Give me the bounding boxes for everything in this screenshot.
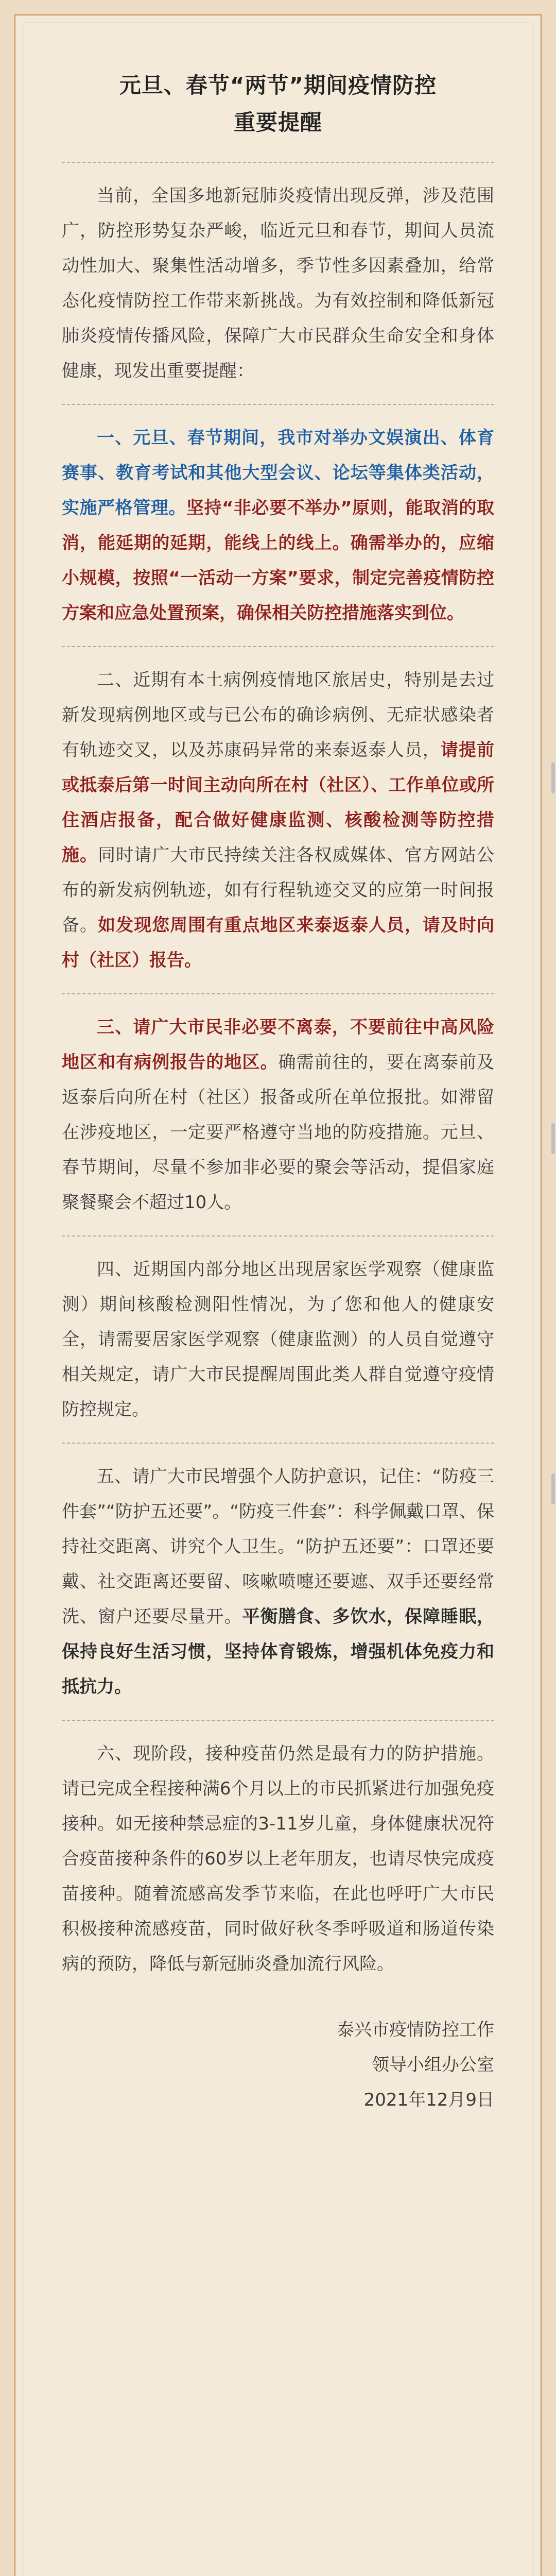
signature-org-line1: 泰兴市疫情防控工作 (337, 2020, 494, 2040)
scrollbar-mark (551, 1473, 555, 1504)
section-divider (62, 1443, 494, 1444)
item-3-red-text: 三、请广大市民非必要不离泰，不要前往中高风险地区和有病例报告的地区。 (62, 1017, 494, 1073)
item-5-text: 五、请广大市民增强个人防护意识，记住：“防疫三件套”“防护五还要”。“防疫三件套”：科学佩戴口罩、保持社交距离、讲究个人卫生。“防护五还要”：口罩还要戴、社交距离还要留、咳嗽喷嚏还要遮、双手还要经常洗、窗户还要尽量开。 (62, 1466, 494, 1627)
section-divider (62, 993, 494, 994)
notice-title (62, 67, 494, 141)
scrollbar-mark (551, 1123, 555, 1154)
item-5-paragraph (62, 1459, 494, 1704)
signature-date: 2021年12月9日 (363, 2090, 494, 2110)
item-1-paragraph (62, 420, 494, 631)
item-1-red-text: 坚持“非必要不举办”原则，能取消的取消，能延期的延期，能线上的线上。确需举办的，应缩小规模，按照“一活动一方案”要求，制定完善疫情防控方案和应急处置预案，确保相关防控措施落实到位。 (62, 498, 494, 623)
item-3-text: 确需前往的，要在离泰前及返泰后向所在村（社区）报备或所在单位报批。如滞留在涉疫地区，一定要严格遵守当地的防疫措施。元旦、春节期间，尽量不参加非必要的聚会等活动，提倡家庭聚餐聚会不超过10人。 (62, 1052, 495, 1213)
item-2-paragraph (62, 663, 494, 978)
item-2-text-2: 同时请广大市民持续关注各权威媒体、官方网站公布的新发病例轨迹，如有行程轨迹交叉的应第一时间报备。 (62, 845, 495, 936)
notice-content (62, 67, 494, 2117)
title-divider (62, 162, 494, 163)
section-divider (62, 646, 494, 647)
item-2-red-text-2: 如发现您周围有重点地区来泰返泰人员，请及时向村（社区）报告。 (62, 915, 495, 971)
section-divider (62, 1235, 494, 1236)
notice-title-line1: 元旦、春节“两节”期间疫情防控 (119, 73, 437, 98)
item-4-paragraph: 四、近期国内部分地区出现居家医学观察（健康监测）期间核酸检测阳性情况，为了您和他人的健康安全，请需要居家医学观察（健康监测）的人员自觉遵守相关规定，请广大市民提醒周围此类人群自觉遵守疫情防控规定。 (62, 1259, 494, 1420)
scrollbar-mark (551, 762, 555, 793)
item-3-paragraph (62, 1010, 494, 1220)
item-2-text-1: 二、近期有本土病例疫情地区旅居史，特别是去过新发现病例地区或与已公布的确诊病例、无症状感染者有轨迹交叉，以及苏康码异常的来泰返泰人员， (62, 670, 494, 760)
item-2-red-text-1: 请提前或抵泰后第一时间主动向所在村（社区）、工作单位或所住酒店报备，配合做好健康监测、核酸检测等防控措施。 (62, 740, 495, 866)
intro-paragraph: 当前，全国多地新冠肺炎疫情出现反弹，涉及范围广，防控形势复杂严峻，临近元旦和春节，期间人员流动性加大、聚集性活动增多，季节性多因素叠加，给常态化疫情防控工作带来新挑战。为有效控制和降低新冠肺炎疫情传播风险，保障广大市民群众生命安全和身体健康，现发出重要提醒： (62, 185, 494, 381)
item-1-blue-text: 一、元旦、春节期间，我市对举办文娱演出、体育赛事、教育考试和其他大型会议、论坛等集体类活动，实施严格管理。 (62, 428, 494, 518)
item-5-bold-text: 平衡膳食、多饮水，保障睡眠，保持良好生活习惯，坚持体育锻炼，增强机体免疫力和抵抗力。 (62, 1606, 495, 1697)
signature-block (62, 2012, 494, 2117)
notice-title-line2: 重要提醒 (233, 110, 322, 135)
signature-org-line2: 领导小组办公室 (372, 2055, 494, 2075)
section-divider (62, 1720, 494, 1721)
section-divider (62, 404, 494, 405)
item-6-paragraph: 六、现阶段，接种疫苗仍然是最有力的防护措施。请已完成全程接种满6个月以上的市民抓紧进行加强免疫接种。如无接种禁忌症的3-11岁儿童，身体健康状况符合疫苗接种条件的60岁以上老年朋友，也请尽快完成疫苗接种。随着流感高发季节来临，在此也呼吁广大市民积极接种流感疫苗，同时做好秋冬季呼吸道和肠道传染病的预防，降低与新冠肺炎叠加流行风险。 (62, 1743, 494, 1974)
